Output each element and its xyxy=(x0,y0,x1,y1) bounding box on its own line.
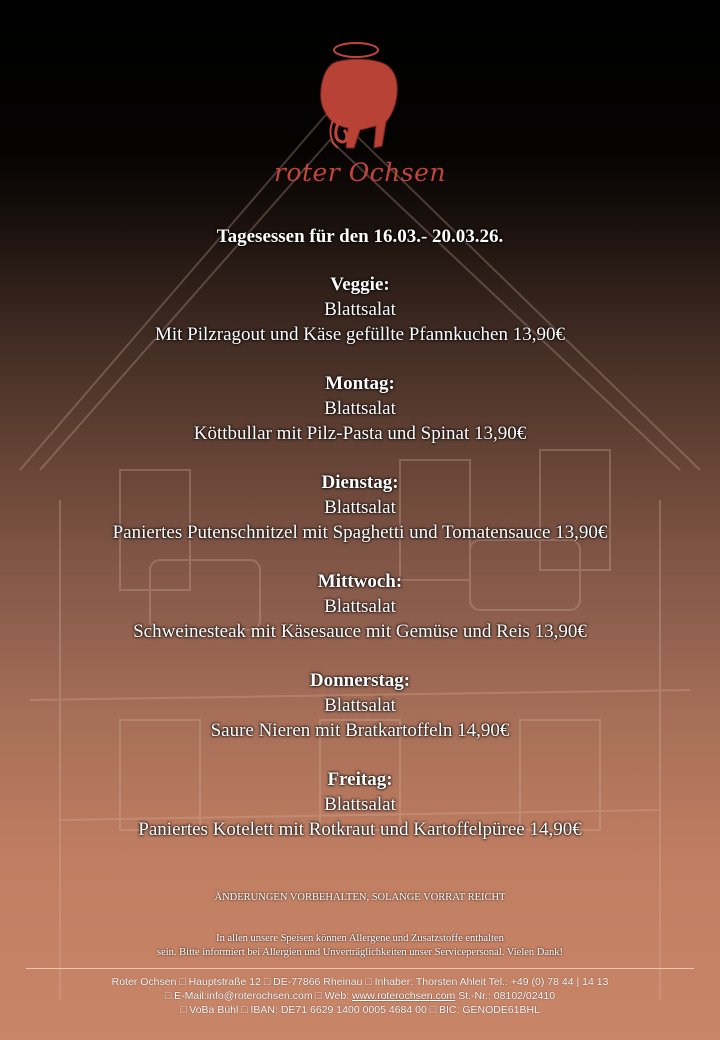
day-name: Donnerstag: xyxy=(309,670,411,691)
starter-item: Blattsalat xyxy=(324,695,396,716)
main-dish: Schweinesteak mit Käsesauce mit Gemüse und Reis 13,90€ xyxy=(133,621,587,642)
main-dish: Köttbullar mit Pilz-Pasta und Spinat 13,90€ xyxy=(193,423,527,444)
day-name: Mittwoch: xyxy=(317,571,403,592)
starter-item: Blattsalat xyxy=(324,497,396,518)
footer-email: □ E-Mail:info@roterochsen.com □ Web: xyxy=(164,990,352,1002)
starter-item: Blattsalat xyxy=(324,794,396,815)
starter-item: Blattsalat xyxy=(324,596,396,617)
brand-logo-text: roter Ochsen xyxy=(273,158,447,187)
main-dish: Saure Nieren mit Bratkartoffeln 14,90€ xyxy=(210,720,510,741)
day-name: Freitag: xyxy=(327,769,393,790)
main-dish: Paniertes Putenschnitzel mit Spaghetti und Tomatensauce 13,90€ xyxy=(112,522,608,543)
day-name: Montag: xyxy=(325,373,395,394)
day-name: Dienstag: xyxy=(321,472,399,493)
availability-notice: ÄNDERUNGEN VORBEHALTEN, SOLANGE VORRAT REICHT xyxy=(214,892,506,903)
menu-day-friday xyxy=(0,767,720,842)
allergen-line-1: In allen unsere Speisen können Allergene und Zusatzstoffe enthalten xyxy=(216,933,504,944)
menu-day-thursday xyxy=(0,668,720,743)
menu-day-tuesday xyxy=(0,470,720,545)
day-name: Veggie: xyxy=(330,274,390,295)
footer-tax-number: St.-Nr.: 08102/02410 xyxy=(455,990,556,1002)
footer-address-line: Roter Ochsen □ Hauptstraße 12 □ DE-77866 Rheinau □ Inhaber: Thorsten Ahleit Tel.: +49 (0) 78 44 | 14 13 xyxy=(111,976,609,988)
footer-divider xyxy=(26,968,694,969)
footer-bank-line: □ VoBa Bühl □ IBAN: DE71 6629 1400 0005 4684 00 □ BIC: GENODE61BHL xyxy=(180,1004,540,1016)
starter-item: Blattsalat xyxy=(324,299,396,320)
main-dish: Paniertes Kotelett mit Rotkraut und Kartoffelpüree 14,90€ xyxy=(138,819,582,840)
menu-title: Tagesessen für den 16.03.- 20.03.26. xyxy=(216,226,504,247)
starter-item: Blattsalat xyxy=(324,398,396,419)
menu-day-wednesday xyxy=(0,569,720,644)
footer-web-line xyxy=(0,989,720,1003)
website-link[interactable]: www.roterochsen.com xyxy=(352,990,456,1002)
menu-day-monday xyxy=(0,371,720,446)
footer-contact xyxy=(0,975,720,1017)
allergen-line-2: sein. Bitte informiert bei Allergien und Unverträglichkeiten unser Servicepersonal. Vielen Dank! xyxy=(156,947,564,958)
allergen-notice xyxy=(0,932,720,960)
main-dish: Mit Pilzragout und Käse gefüllte Pfannkuchen 13,90€ xyxy=(154,324,565,345)
menu-day-veggie xyxy=(0,272,720,347)
weekly-menu xyxy=(0,224,720,866)
